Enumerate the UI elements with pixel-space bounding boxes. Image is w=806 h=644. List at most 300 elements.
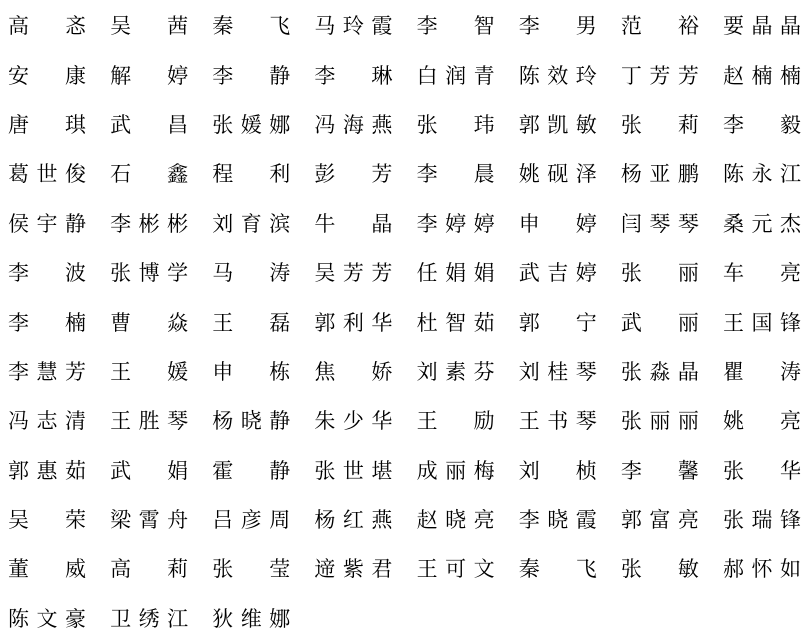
name-character: 芳 bbox=[677, 63, 699, 88]
name-character: 泽 bbox=[575, 162, 597, 187]
name-character: 李 bbox=[416, 14, 438, 39]
name-character: 荣 bbox=[65, 508, 86, 533]
name-character: 宁 bbox=[575, 310, 597, 335]
name-character: 武 bbox=[620, 310, 642, 335]
name-character: 豪 bbox=[65, 606, 86, 631]
name-character: 婷 bbox=[575, 211, 597, 236]
name-character: 志 bbox=[36, 409, 58, 434]
name-character: 娟 bbox=[445, 261, 467, 286]
name-character: 晶 bbox=[371, 211, 393, 236]
name-character: 晶 bbox=[677, 359, 699, 384]
name-character: 芳 bbox=[342, 261, 364, 286]
name-character: 亮 bbox=[473, 508, 495, 533]
name-character: 张 bbox=[620, 359, 642, 384]
name-character: 敏 bbox=[677, 557, 699, 582]
name-character: 瞿 bbox=[722, 359, 744, 384]
name-character: 范 bbox=[620, 14, 642, 39]
name-character: 男 bbox=[575, 14, 597, 39]
name-character: 张 bbox=[620, 261, 642, 286]
person-name bbox=[8, 310, 86, 335]
name-character: 清 bbox=[65, 409, 86, 434]
name-character: 亮 bbox=[779, 261, 801, 286]
name-character: 霞 bbox=[575, 508, 597, 533]
name-row bbox=[8, 249, 801, 298]
name-character: 张 bbox=[722, 508, 744, 533]
name-character: 白 bbox=[416, 63, 438, 88]
person-name bbox=[416, 310, 495, 335]
name-character: 世 bbox=[36, 162, 58, 187]
name-character: 芳 bbox=[371, 162, 393, 187]
name-character: 芳 bbox=[649, 63, 671, 88]
name-character: 李 bbox=[8, 310, 29, 335]
name-character: 张 bbox=[212, 112, 234, 137]
name-character: 刘 bbox=[212, 211, 234, 236]
name-character: 学 bbox=[167, 261, 189, 286]
name-row bbox=[8, 496, 801, 545]
name-character: 莹 bbox=[269, 557, 291, 582]
name-character: 紫 bbox=[342, 557, 364, 582]
name-character: 申 bbox=[212, 359, 234, 384]
name-character: 杨 bbox=[212, 409, 234, 434]
name-character: 玮 bbox=[473, 112, 495, 137]
name-character: 朱 bbox=[314, 409, 336, 434]
person-name bbox=[314, 263, 392, 284]
person-name bbox=[416, 63, 495, 88]
name-character: 赵 bbox=[416, 508, 438, 533]
name-character: 马 bbox=[314, 14, 336, 39]
name-character: 娜 bbox=[269, 606, 291, 631]
name-character: 燕 bbox=[371, 112, 393, 137]
name-character: 桑 bbox=[722, 211, 744, 236]
name-character: 王 bbox=[212, 310, 234, 335]
person-name bbox=[621, 16, 699, 37]
name-character: 涛 bbox=[779, 359, 801, 384]
name-character: 忞 bbox=[65, 14, 86, 39]
person-name bbox=[620, 359, 699, 384]
person-name bbox=[8, 164, 86, 185]
name-row bbox=[8, 101, 801, 150]
name-character: 郭 bbox=[620, 508, 642, 533]
person-name bbox=[722, 359, 801, 384]
person-name bbox=[518, 310, 597, 335]
name-character: 莉 bbox=[167, 557, 189, 582]
person-name bbox=[620, 112, 699, 137]
person-name bbox=[110, 112, 189, 137]
name-character: 琴 bbox=[167, 409, 189, 434]
person-name bbox=[416, 211, 495, 236]
person-name bbox=[621, 263, 699, 284]
name-character: 葛 bbox=[8, 162, 29, 187]
name-character: 郭 bbox=[518, 310, 540, 335]
name-character: 冯 bbox=[314, 112, 336, 137]
name-character: 世 bbox=[342, 458, 364, 483]
name-character: 玲 bbox=[575, 63, 597, 88]
name-character: 娜 bbox=[269, 112, 291, 137]
name-character: 娇 bbox=[371, 359, 393, 384]
name-character: 桂 bbox=[547, 359, 569, 384]
name-character: 素 bbox=[445, 359, 467, 384]
name-character: 楠 bbox=[751, 63, 773, 88]
name-character: 敏 bbox=[575, 112, 597, 137]
person-name bbox=[519, 16, 597, 37]
name-character: 文 bbox=[473, 557, 495, 582]
name-character: 晶 bbox=[751, 14, 773, 39]
name-character: 宇 bbox=[36, 211, 58, 236]
name-character: 高 bbox=[110, 557, 132, 582]
name-character: 彦 bbox=[240, 508, 262, 533]
name-character: 霞 bbox=[371, 14, 393, 39]
name-character: 晓 bbox=[547, 508, 569, 533]
name-character: 静 bbox=[269, 458, 291, 483]
name-character: 康 bbox=[65, 63, 86, 88]
name-character: 郭 bbox=[314, 310, 336, 335]
person-name bbox=[110, 211, 189, 236]
person-name bbox=[212, 310, 291, 335]
name-character: 瑞 bbox=[751, 508, 773, 533]
person-name bbox=[519, 411, 597, 432]
name-character: 焦 bbox=[314, 359, 336, 384]
person-name bbox=[110, 310, 189, 335]
name-character: 波 bbox=[65, 261, 86, 286]
name-character: 飞 bbox=[269, 14, 291, 39]
name-character: 张 bbox=[722, 458, 744, 483]
name-character: 亚 bbox=[649, 162, 671, 187]
name-character: 王 bbox=[518, 409, 540, 434]
name-character: 亮 bbox=[677, 508, 699, 533]
person-name bbox=[519, 263, 597, 284]
name-character: 冯 bbox=[8, 409, 29, 434]
name-character: 国 bbox=[751, 310, 773, 335]
name-character: 娟 bbox=[473, 261, 495, 286]
name-character: 王 bbox=[416, 409, 438, 434]
name-character: 琴 bbox=[575, 409, 597, 434]
person-name bbox=[621, 411, 699, 432]
person-name bbox=[723, 164, 801, 185]
person-name bbox=[110, 411, 188, 432]
name-character: 周 bbox=[269, 508, 291, 533]
name-character: 楠 bbox=[65, 310, 86, 335]
person-name bbox=[110, 16, 188, 37]
person-name bbox=[8, 63, 86, 88]
person-name bbox=[212, 359, 291, 384]
name-character: 霄 bbox=[138, 508, 160, 533]
name-character: 文 bbox=[36, 606, 58, 631]
person-name bbox=[723, 411, 801, 432]
name-character: 成 bbox=[416, 458, 438, 483]
name-character: 李 bbox=[620, 458, 642, 483]
name-character: 遆 bbox=[314, 557, 336, 582]
name-character: 张 bbox=[314, 458, 336, 483]
person-name bbox=[314, 63, 393, 88]
name-character: 李 bbox=[314, 63, 336, 88]
name-character: 书 bbox=[547, 409, 569, 434]
name-character: 李 bbox=[416, 162, 438, 187]
person-name bbox=[314, 510, 392, 531]
name-character: 堪 bbox=[371, 458, 393, 483]
name-character: 马 bbox=[212, 261, 234, 286]
person-name bbox=[723, 510, 801, 531]
person-name bbox=[314, 16, 392, 37]
person-name bbox=[417, 16, 495, 37]
person-name bbox=[417, 559, 495, 580]
name-character: 玲 bbox=[342, 14, 364, 39]
name-character: 刘 bbox=[518, 458, 540, 483]
name-character: 裕 bbox=[677, 14, 699, 39]
person-name bbox=[416, 112, 495, 137]
name-character: 婷 bbox=[575, 261, 597, 286]
name-character: 晓 bbox=[445, 508, 467, 533]
person-name bbox=[314, 164, 392, 185]
name-character: 海 bbox=[342, 112, 364, 137]
name-character: 李 bbox=[518, 14, 540, 39]
name-character: 晓 bbox=[240, 409, 262, 434]
name-character: 静 bbox=[269, 409, 291, 434]
name-character: 丽 bbox=[677, 310, 699, 335]
name-character: 毅 bbox=[779, 112, 801, 137]
person-name bbox=[621, 164, 699, 185]
name-character: 婷 bbox=[445, 211, 467, 236]
name-character: 茹 bbox=[473, 310, 495, 335]
name-character: 砚 bbox=[547, 162, 569, 187]
name-character: 武 bbox=[110, 458, 132, 483]
name-character: 吕 bbox=[212, 508, 234, 533]
name-character: 任 bbox=[416, 261, 438, 286]
name-character: 张 bbox=[620, 557, 642, 582]
name-character: 张 bbox=[212, 557, 234, 582]
name-character: 李 bbox=[416, 211, 438, 236]
name-character: 怀 bbox=[751, 557, 773, 582]
person-name bbox=[212, 606, 291, 631]
person-name bbox=[722, 63, 801, 88]
name-character: 茹 bbox=[65, 458, 86, 483]
name-character: 丁 bbox=[620, 63, 642, 88]
person-name bbox=[212, 263, 290, 284]
name-character: 牛 bbox=[314, 211, 336, 236]
name-character: 燕 bbox=[371, 508, 393, 533]
name-character: 丽 bbox=[677, 261, 699, 286]
person-name bbox=[8, 458, 86, 483]
name-character: 李 bbox=[8, 261, 29, 286]
person-name bbox=[212, 16, 290, 37]
name-row bbox=[8, 595, 801, 644]
name-character: 姚 bbox=[518, 162, 540, 187]
name-row bbox=[8, 200, 801, 249]
person-name bbox=[8, 211, 86, 236]
name-row bbox=[8, 150, 801, 199]
name-character: 江 bbox=[779, 162, 801, 187]
person-name bbox=[212, 164, 290, 185]
name-character: 霍 bbox=[212, 458, 234, 483]
name-character: 晨 bbox=[473, 162, 495, 187]
name-character: 曹 bbox=[110, 310, 132, 335]
name-character: 杨 bbox=[620, 162, 642, 187]
person-name bbox=[212, 411, 290, 432]
name-character: 亮 bbox=[779, 409, 801, 434]
name-character: 王 bbox=[110, 359, 132, 384]
name-character: 彬 bbox=[138, 211, 160, 236]
person-name bbox=[723, 263, 801, 284]
name-character: 狄 bbox=[212, 606, 234, 631]
name-character: 红 bbox=[342, 508, 364, 533]
name-character: 高 bbox=[8, 14, 29, 39]
name-character: 程 bbox=[212, 162, 234, 187]
person-name bbox=[212, 510, 290, 531]
name-character: 董 bbox=[8, 557, 29, 582]
name-character: 芬 bbox=[473, 359, 495, 384]
name-character: 桢 bbox=[575, 458, 597, 483]
person-name bbox=[518, 211, 597, 236]
name-character: 飞 bbox=[575, 557, 597, 582]
person-name bbox=[212, 63, 291, 88]
name-character: 赵 bbox=[722, 63, 744, 88]
name-character: 王 bbox=[722, 310, 744, 335]
name-character: 丽 bbox=[677, 409, 699, 434]
person-name bbox=[314, 458, 393, 483]
name-character: 吉 bbox=[547, 261, 569, 286]
person-name bbox=[8, 411, 86, 432]
name-character: 焱 bbox=[167, 310, 189, 335]
name-character: 胜 bbox=[138, 409, 160, 434]
person-name bbox=[620, 310, 699, 335]
name-character: 车 bbox=[722, 261, 744, 286]
name-character: 李 bbox=[518, 508, 540, 533]
name-character: 鹏 bbox=[677, 162, 699, 187]
name-character: 晶 bbox=[779, 14, 801, 39]
name-character: 秦 bbox=[212, 14, 234, 39]
name-character: 武 bbox=[518, 261, 540, 286]
name-character: 郝 bbox=[722, 557, 744, 582]
name-character: 婷 bbox=[167, 63, 189, 88]
name-character: 永 bbox=[751, 162, 773, 187]
person-name bbox=[416, 458, 495, 483]
name-row bbox=[8, 545, 801, 594]
name-character: 莉 bbox=[677, 112, 699, 137]
name-character: 舟 bbox=[167, 508, 189, 533]
name-character: 励 bbox=[473, 409, 495, 434]
person-name bbox=[8, 112, 86, 137]
person-name bbox=[212, 112, 291, 137]
name-character: 静 bbox=[269, 63, 291, 88]
person-name bbox=[314, 211, 393, 236]
name-character: 琴 bbox=[575, 359, 597, 384]
name-character: 利 bbox=[269, 162, 291, 187]
name-character: 昌 bbox=[167, 112, 189, 137]
name-character: 智 bbox=[473, 14, 495, 39]
person-name bbox=[722, 211, 801, 236]
name-character: 楠 bbox=[779, 63, 801, 88]
person-name bbox=[8, 559, 86, 580]
person-name bbox=[518, 458, 597, 483]
name-character: 陈 bbox=[8, 606, 29, 631]
name-character: 丽 bbox=[649, 409, 671, 434]
name-row bbox=[8, 447, 801, 496]
name-character: 润 bbox=[445, 63, 467, 88]
name-character: 育 bbox=[240, 211, 262, 236]
person-name bbox=[621, 510, 699, 531]
person-name bbox=[110, 63, 189, 88]
name-character: 武 bbox=[110, 112, 132, 137]
name-character: 闫 bbox=[620, 211, 642, 236]
person-name bbox=[314, 359, 393, 384]
name-character: 博 bbox=[138, 261, 160, 286]
person-name bbox=[723, 559, 801, 580]
name-character: 富 bbox=[649, 508, 671, 533]
name-character: 郭 bbox=[518, 112, 540, 137]
person-name bbox=[519, 559, 597, 580]
name-character: 淼 bbox=[649, 359, 671, 384]
name-character: 媛 bbox=[240, 112, 262, 137]
person-name bbox=[110, 458, 189, 483]
name-character: 智 bbox=[445, 310, 467, 335]
name-character: 吴 bbox=[314, 261, 336, 286]
person-name bbox=[519, 164, 597, 185]
name-character: 杜 bbox=[416, 310, 438, 335]
name-row bbox=[8, 2, 801, 51]
name-character: 杰 bbox=[779, 211, 801, 236]
name-character: 卫 bbox=[110, 606, 132, 631]
name-character: 彬 bbox=[167, 211, 189, 236]
name-character: 华 bbox=[371, 310, 393, 335]
person-name bbox=[212, 559, 290, 580]
name-character: 威 bbox=[65, 557, 86, 582]
person-name bbox=[417, 263, 495, 284]
name-character: 吴 bbox=[110, 14, 132, 39]
name-character: 要 bbox=[722, 14, 744, 39]
name-character: 王 bbox=[110, 409, 132, 434]
name-character: 君 bbox=[371, 557, 393, 582]
name-character: 吴 bbox=[8, 508, 29, 533]
person-name bbox=[110, 164, 188, 185]
person-name bbox=[620, 211, 699, 236]
person-name bbox=[8, 606, 86, 631]
person-name bbox=[417, 411, 495, 432]
name-character: 慧 bbox=[36, 359, 58, 384]
person-name bbox=[8, 263, 86, 284]
person-name bbox=[212, 458, 291, 483]
person-name bbox=[722, 112, 801, 137]
person-name bbox=[110, 359, 189, 384]
name-character: 陈 bbox=[518, 63, 540, 88]
name-character: 李 bbox=[212, 63, 234, 88]
person-name bbox=[417, 510, 495, 531]
person-name bbox=[417, 164, 495, 185]
name-character: 杨 bbox=[314, 508, 336, 533]
name-character: 磊 bbox=[269, 310, 291, 335]
name-character: 琳 bbox=[371, 63, 393, 88]
name-character: 琪 bbox=[65, 112, 86, 137]
person-name bbox=[314, 411, 392, 432]
name-character: 涛 bbox=[269, 261, 291, 286]
person-name bbox=[314, 310, 393, 335]
name-character: 少 bbox=[342, 409, 364, 434]
name-character: 李 bbox=[110, 211, 132, 236]
person-name bbox=[212, 211, 291, 236]
person-name bbox=[314, 559, 392, 580]
name-character: 效 bbox=[547, 63, 569, 88]
name-character: 滨 bbox=[269, 211, 291, 236]
name-row bbox=[8, 348, 801, 397]
name-character: 李 bbox=[8, 359, 29, 384]
name-character: 惠 bbox=[36, 458, 58, 483]
person-name bbox=[620, 458, 699, 483]
name-character: 维 bbox=[240, 606, 262, 631]
name-character: 李 bbox=[722, 112, 744, 137]
name-character: 琴 bbox=[649, 211, 671, 236]
person-name bbox=[110, 510, 188, 531]
name-character: 梅 bbox=[473, 458, 495, 483]
person-name bbox=[722, 310, 801, 335]
name-character: 刘 bbox=[518, 359, 540, 384]
